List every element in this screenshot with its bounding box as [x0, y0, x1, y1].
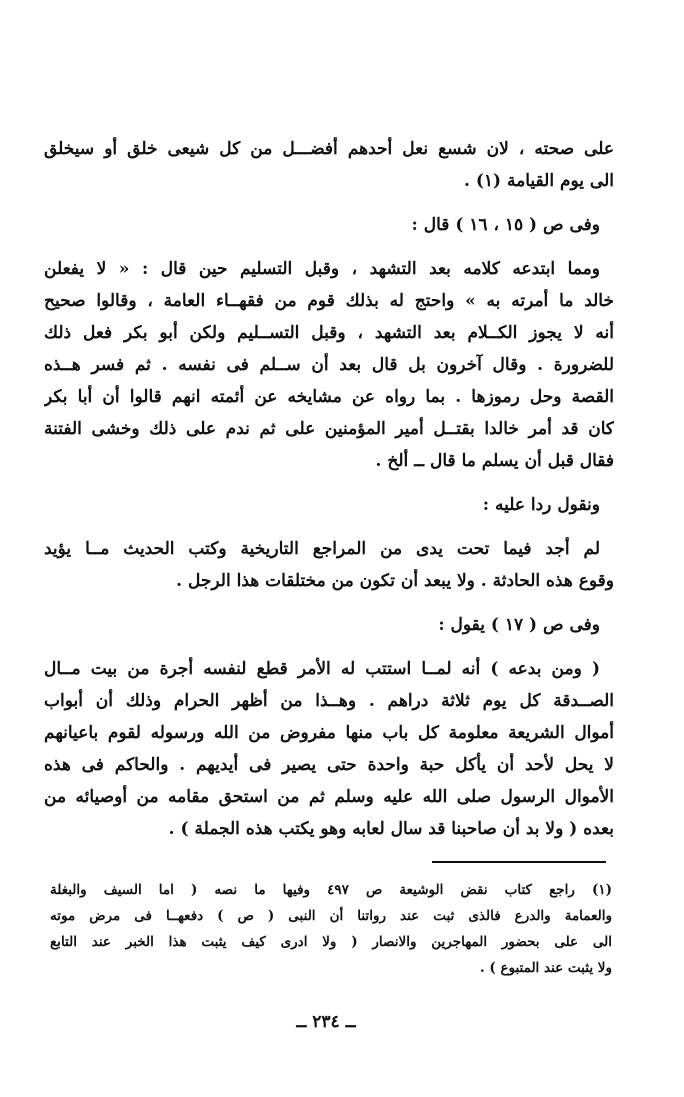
text-line: وفى ص ( ١٧ ) يقول : — [438, 615, 600, 635]
text-line: بعده ( ولا بد أن صاحبنا قد سال لعابه وهو يكتب هذه الجملة ) . — [168, 819, 614, 839]
text-line: القصة وحل رموزها . بما رواه عن مشايخه عن أئمته انهم قالوا أن أبا بكر — [44, 387, 614, 407]
text-line: خالد ما أمرته به » واحتج له بذلك قوم من فقهــاء العامة ، وقالوا صحيح — [44, 291, 614, 311]
footnote-line: ولا يثبت عند المتبوع ) . — [479, 960, 612, 976]
footnote-divider — [432, 861, 606, 863]
section-heading — [44, 609, 614, 641]
text-line: الى يوم القيامة (١) . — [464, 171, 614, 191]
text-line: ( ومن بدعه ) أنه لمــا استتب له الأمر قطع لنفسه أجرة من بيت مــال — [44, 659, 600, 679]
paragraph — [44, 133, 614, 197]
text-line: ومما ابتدعه كلامه بعد التشهد ، وقبل التسليم حين قال : « لا يفعلن — [44, 259, 600, 279]
text-line: كان قد أمر خالدا بقتــل أمير المؤمنين على ثم ندم على ذلك وخشى الفتنة — [44, 419, 614, 439]
main-text — [44, 133, 614, 845]
text-line: للضرورة . وقال آخرون بل قال بعد أن ســلم فى نفسه . ثم فسر هــذه — [44, 355, 614, 375]
text-line: وقوع هذه الحادثة . ولا يبعد أن تكون من مختلقات هذا الرجل . — [176, 571, 614, 591]
text-line: لم أجد فيما تحت يدى من المراجع التاريخية وكتب الحديث مــا يؤيد — [44, 539, 600, 559]
text-line: أموال الشريعة معلومة كل باب منها مفروض من الله ورسوله لقوم باعيانهم — [44, 723, 614, 743]
text-line: ونقول ردا عليه : — [482, 495, 600, 515]
footnote-line: (١) راجع كتاب نقض الوشيعة ص ٤٩٧ وفيها ما نصه ( اما السيف والبغلة — [50, 882, 612, 898]
text-line: وفى ص ( ١٥ ، ١٦ ) قال : — [411, 215, 600, 235]
text-line: الأموال الرسول صلى الله عليه وسلم ثم من استحق مقامه من أوصيائه من — [44, 787, 614, 807]
section-heading — [44, 489, 614, 521]
paragraph — [44, 653, 614, 845]
footnote — [50, 877, 612, 981]
text-line: فقال قبل أن يسلم ما قال ــ ألخ . — [375, 451, 614, 471]
section-heading — [44, 209, 614, 241]
text-line: على صحته ، لان شسع نعل أحدهم أفضـــل من كل شيعى خلق أو سيخلق — [44, 139, 614, 159]
footnote-line: الى على بحضور المهاجرين والانصار ( ولا ادرى كيف يثبت هذا الخبر عند التابع — [50, 934, 612, 950]
text-line: أنه لا يجوز الكــلام بعد التشهد ، وقبل التســليم ولكن أبو بكر فعل ذلك — [44, 323, 614, 343]
footnote-line: والعمامة والدرع فالذى ثبت عند رواتنا أن النبى ( ص ) دفعهــا فى مرض موته — [50, 908, 612, 924]
text-line: لا يحل لأحد أن يأكل حبة واحدة حتى يصير فى أيديهم . والحاكم فى هذه — [44, 755, 614, 775]
paragraph — [44, 533, 614, 597]
paragraph — [44, 253, 614, 477]
page-number: ــ ٢٣٤ ــ — [296, 1012, 356, 1032]
text-line: الصــدقة كل يوم ثلاثة دراهم . وهــذا من أظهر الحرام وذلك أن أبواب — [44, 691, 614, 711]
